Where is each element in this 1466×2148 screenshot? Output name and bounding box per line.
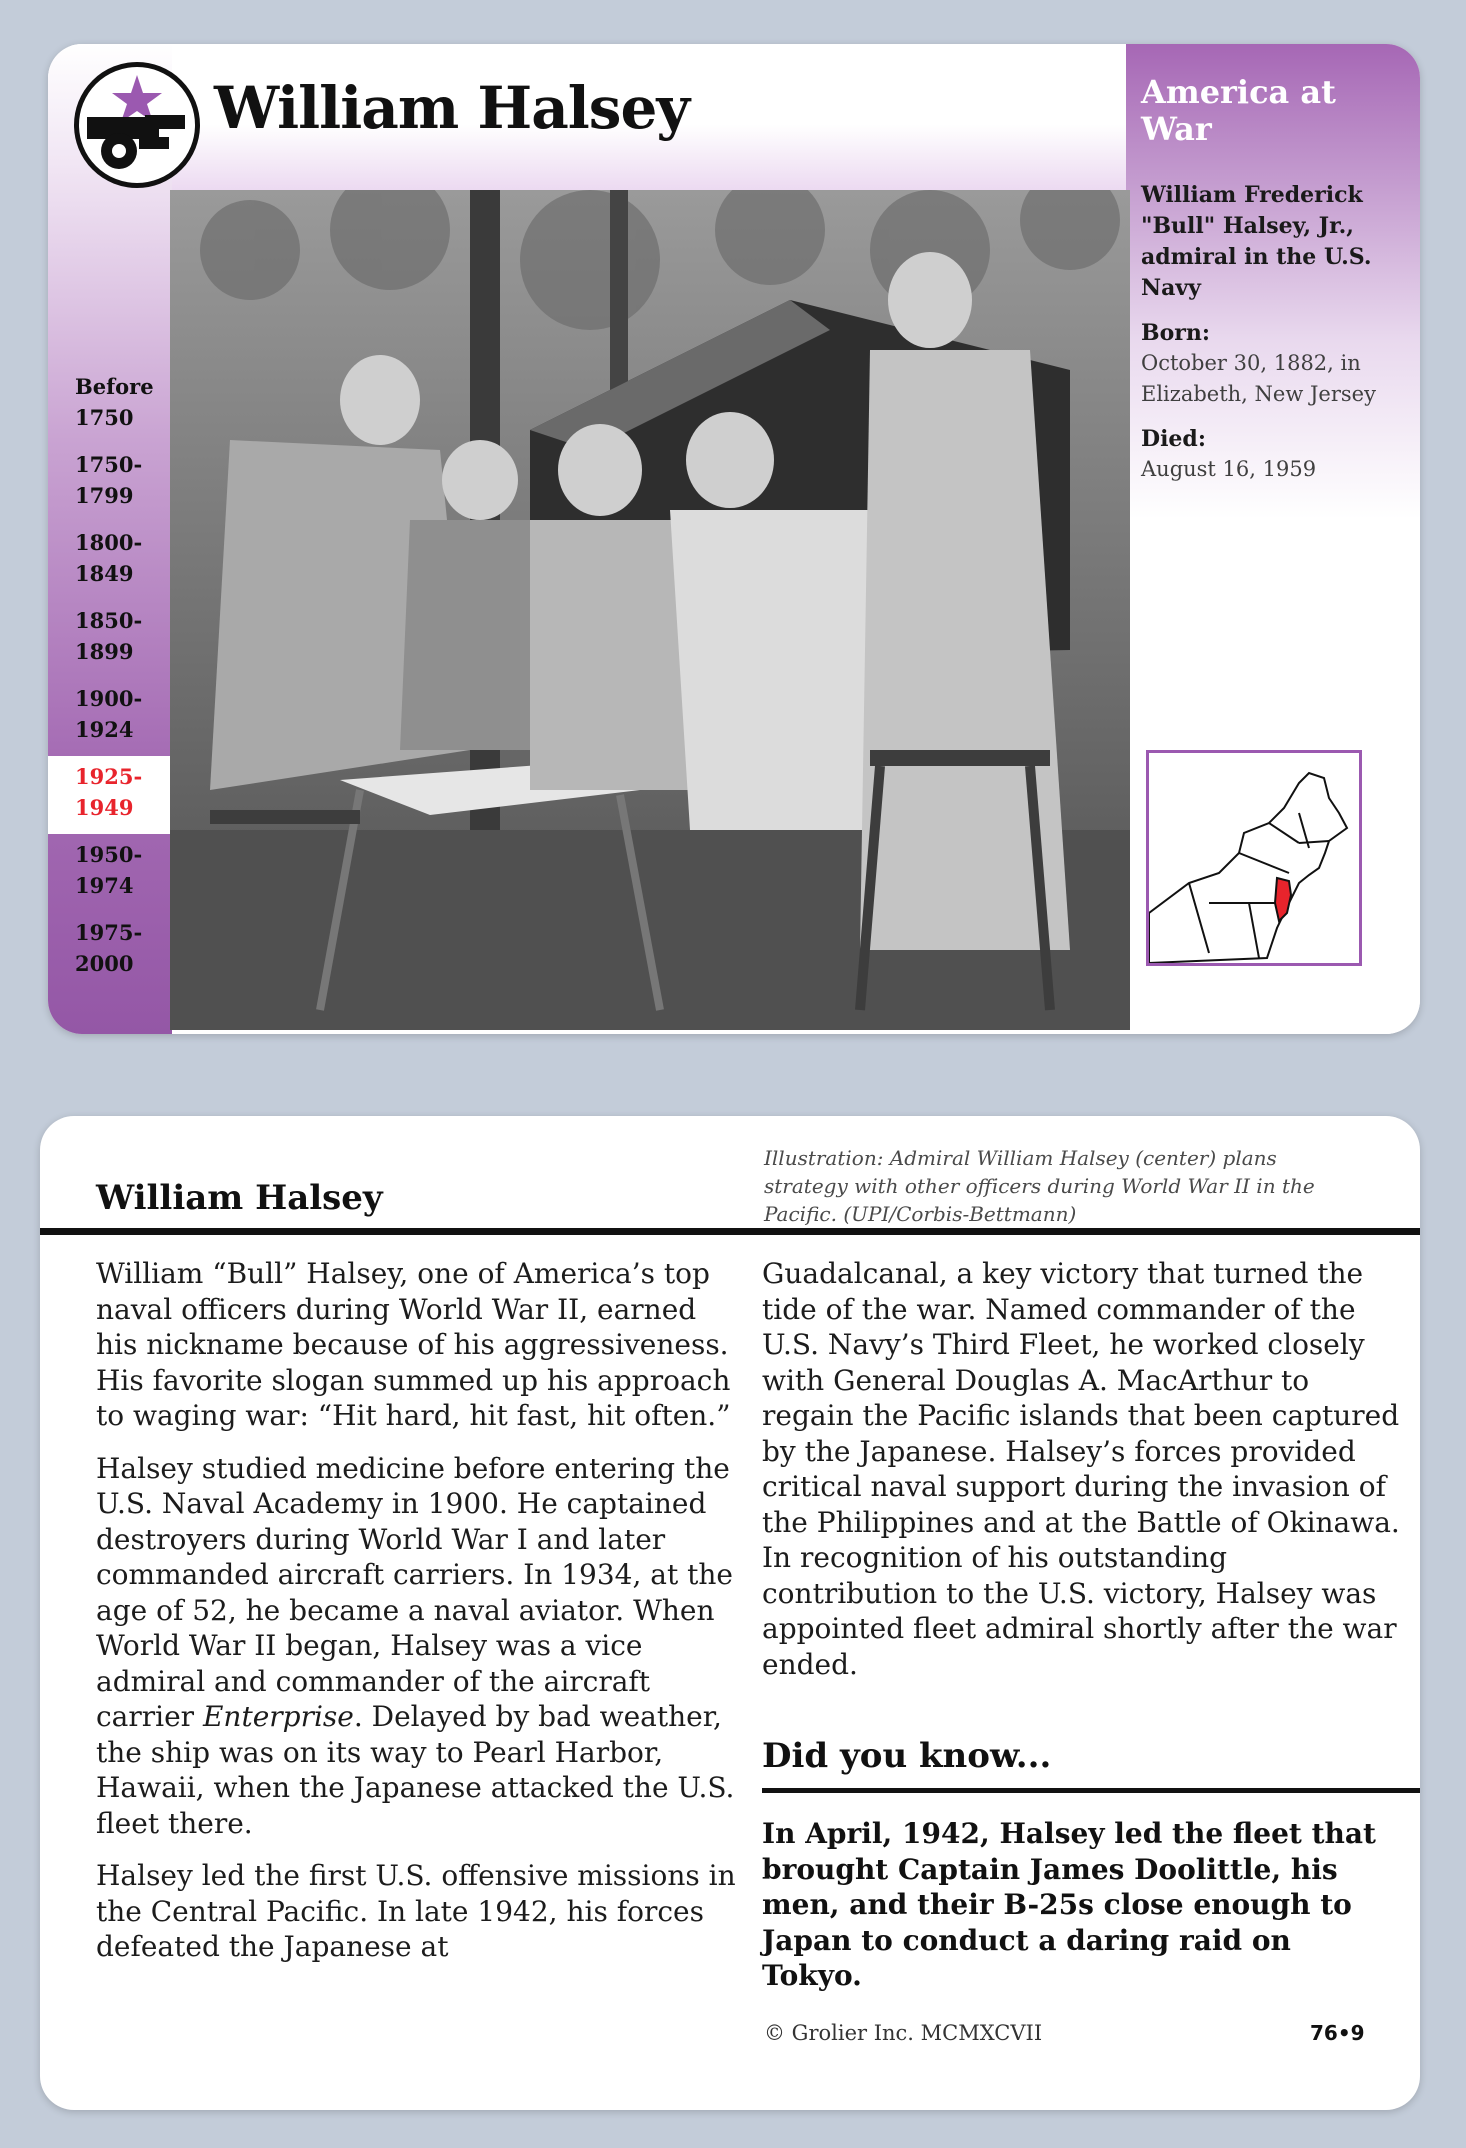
era-item: 1750- 1799	[75, 452, 143, 508]
body-paragraph: Guadalcanal, a key victory that turned the tide of the war. Named commander of the U.S. Navy’s Third Fleet, he worked closely with General Douglas A. MacArthur to regain the Pacific islands that been captured by the Japanese. Halsey’s forces provided critical naval support during the invasion of the Philippines and at the Battle of Okinawa. In recognition of his outstanding contribution to the U.S. victory, Halsey was appointed fleet admiral shortly after the war ended.	[762, 1257, 1400, 1681]
front-title: William Halsey	[214, 74, 690, 142]
era-item: 1800- 1849	[75, 530, 143, 586]
body-paragraph	[96, 1451, 744, 1842]
body-paragraph: William “Bull” Halsey, one of America’s top naval officers during World War II, earned his nickname because of his aggressiveness. His favorite slogan summed up his approach to waging war: “Hit hard, hit fast, hit often.”	[96, 1257, 731, 1432]
era-item: 1900- 1924	[75, 686, 143, 742]
header-rule	[40, 1228, 1420, 1235]
back-card	[40, 1116, 1420, 2110]
body-text: . Delayed by bad weather, the ship was on its way to Pearl Harbor, Hawaii, when the Japanese attacked the U.S. fleet there.	[96, 1700, 735, 1840]
card-number: 76•9	[1310, 2021, 1365, 2045]
born-label: Born:	[1141, 320, 1210, 346]
did-you-know-heading: Did you know...	[762, 1736, 1052, 1776]
died-value: August 16, 1959	[1141, 457, 1317, 481]
died-label: Died:	[1141, 426, 1206, 452]
info-panel	[1141, 180, 1406, 499]
photo-caption: Illustration: Admiral William Halsey (center) plans strategy with other officers during World War II in the Pacific. (UPI/Corbis-Bettmann)	[764, 1146, 1315, 1226]
body-paragraph: Halsey led the first U.S. offensive missions in the Central Pacific. In late 1942, his forces defeated the Japanese at	[96, 1859, 736, 1963]
era-item-active: 1925- 1949	[48, 756, 172, 834]
text-column-left	[96, 1256, 744, 1982]
front-card	[48, 44, 1420, 1034]
subject-description: William Frederick "Bull" Halsey, Jr., admiral in the U.S. Navy	[1141, 182, 1372, 301]
born-value: October 30, 1882, in Elizabeth, New Jersey	[1141, 351, 1376, 406]
historical-photo	[170, 190, 1130, 1030]
did-you-know-text: In April, 1942, Halsey led the fleet that brought Captain James Doolittle, his men, and their B-25s close enough to Japan to conduct a daring raid on Tokyo.	[762, 1817, 1376, 1992]
did-you-know-rule	[762, 1788, 1420, 1793]
back-title: William Halsey	[96, 1178, 383, 1218]
era-item: 1850- 1899	[75, 608, 143, 664]
era-item: 1950- 1974	[75, 842, 143, 898]
era-item: 1975- 2000	[75, 920, 143, 976]
body-text: Halsey studied medicine before entering the U.S. Naval Academy in 1900. He captained destroyers during World War I and later commanded aircraft carriers. In 1934, at the age of 52, he became a naval aviator. When World War II began, Halsey was a vice admiral and commander of the aircraft carrier	[96, 1451, 733, 1733]
us-northeast-map-icon	[1146, 750, 1362, 966]
star-cannon-logo-icon	[74, 62, 200, 188]
copyright: © Grolier Inc. MCMXCVII	[764, 2021, 1043, 2045]
era-item: Before 1750	[75, 374, 154, 430]
ship-name: Enterprise	[202, 1700, 354, 1733]
series-title: America at War	[1141, 73, 1336, 148]
text-column-right	[762, 1256, 1402, 1699]
